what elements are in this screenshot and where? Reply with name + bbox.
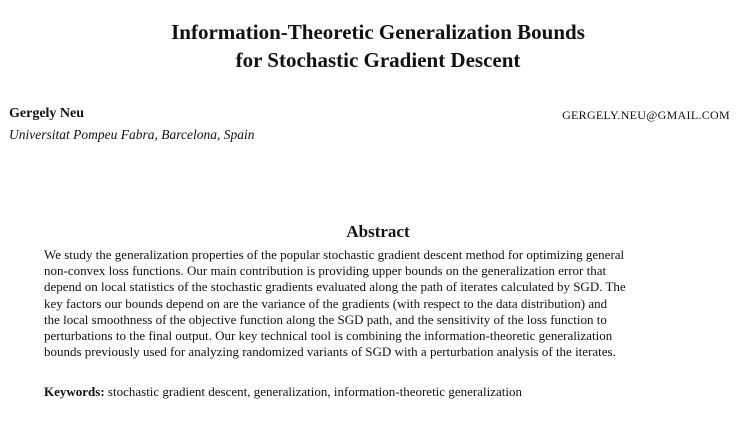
- abstract-line: bounds previously used for analyzing randomized variants of SGD with a perturbation analysis of the iterates.: [44, 344, 616, 360]
- abstract-line: We study the generalization properties of the popular stochastic gradient descent method for optimizing general: [44, 247, 625, 262]
- author-name: Gergely Neu: [9, 106, 85, 121]
- keywords-text: stochastic gradient descent, generalization, information-theoretic generalization: [107, 384, 522, 399]
- author-email: GERGELY.NEU@GMAIL.COM: [562, 108, 730, 122]
- title-line-1: Information-Theoretic Generalization Bounds: [171, 20, 585, 44]
- abstract-line: key factors our bounds depend on are the variance of the gradients (with respect to the data distribution) and: [44, 295, 608, 311]
- keywords-label: Keywords:: [44, 384, 105, 399]
- abstract-line: non-convex loss functions. Our main contribution is providing upper bounds on the generalization error that: [44, 263, 607, 279]
- abstract-heading: Abstract: [346, 222, 410, 241]
- paper-title: [0, 18, 756, 74]
- abstract-line: perturbations to the final output. Our key technical tool is combining the information-theoretic generalization: [44, 328, 613, 344]
- abstract-line: depend on local statistics of the stochastic gradients evaluated along the path of iterates calculated by SGD. The: [44, 279, 626, 295]
- abstract-line: the local smoothness of the objective function along the SGD path, and the sensitivity of the loss function to: [44, 311, 607, 327]
- keywords: [44, 384, 522, 400]
- author-affiliation: Universitat Pompeu Fabra, Barcelona, Spain: [9, 127, 255, 142]
- title-line-2: for Stochastic Gradient Descent: [235, 48, 521, 72]
- abstract-body: [44, 247, 724, 360]
